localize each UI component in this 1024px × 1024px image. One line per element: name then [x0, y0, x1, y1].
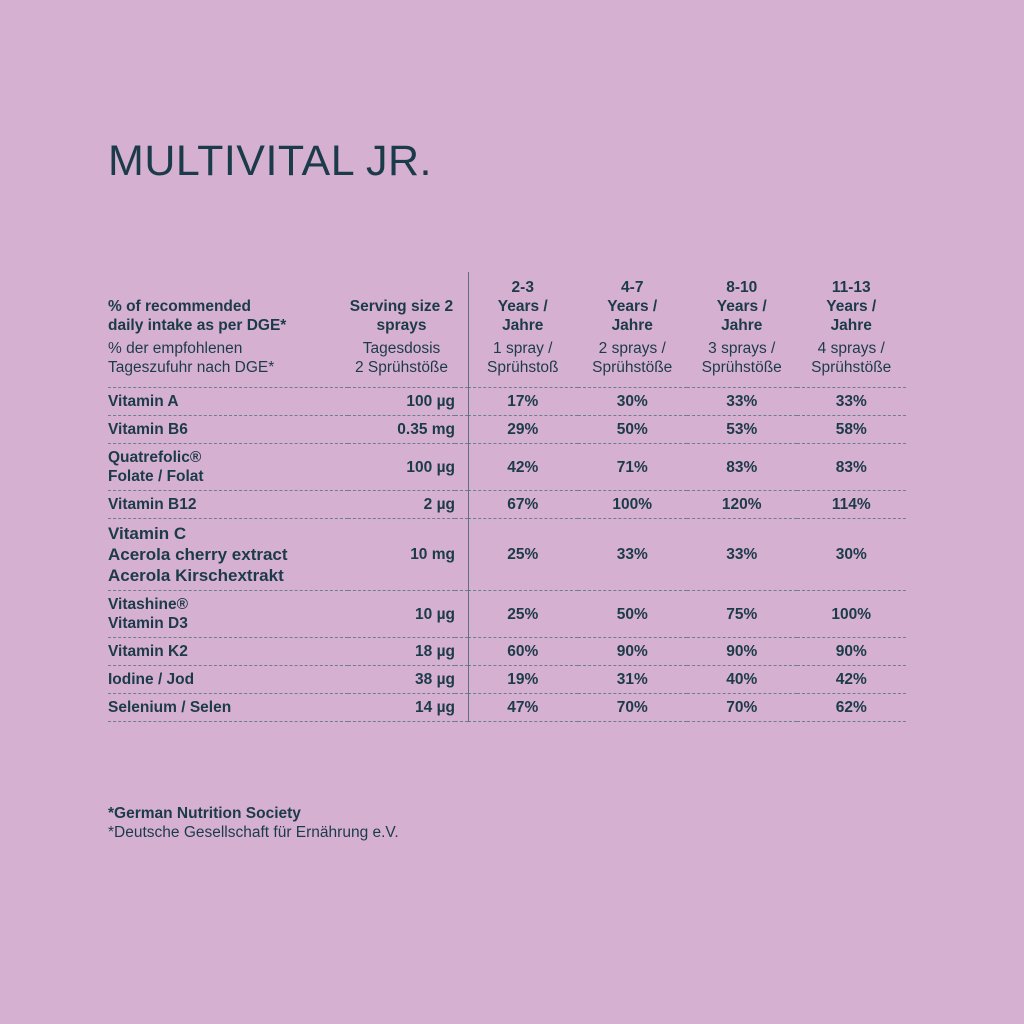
nutrient-name: Vitamin C Acerola cherry extract Acerola Kirschextrakt	[108, 519, 348, 591]
pct-8-10: 83%	[687, 444, 797, 491]
header-age-2-3: 2-3 Years / Jahre	[497, 279, 548, 334]
nutrient-name: Vitamin B6	[108, 416, 348, 444]
row-gap	[455, 666, 468, 694]
nutrient-name: Quatrefolic® Folate / Folat	[108, 444, 348, 491]
nutrition-table-wrapper	[108, 272, 906, 722]
pct-4-7: 90%	[578, 638, 688, 666]
header-age-4-7: 4-7 Years / Jahre	[607, 279, 658, 334]
footnote-de: *Deutsche Gesellschaft für Ernährung e.V.	[108, 824, 399, 841]
table-row	[108, 638, 906, 666]
table-row	[108, 444, 906, 491]
nutrient-name: Selenium / Selen	[108, 694, 348, 722]
nutrient-dose: 0.35 mg	[348, 416, 455, 444]
nutrient-dose: 38 µg	[348, 666, 455, 694]
pct-4-7: 50%	[578, 591, 688, 638]
table-row	[108, 416, 906, 444]
pct-4-7: 70%	[578, 694, 688, 722]
pct-8-10: 120%	[687, 491, 797, 519]
pct-2-3: 17%	[468, 388, 578, 416]
pct-8-10: 90%	[687, 638, 797, 666]
header-subrow	[108, 339, 906, 388]
nutrition-table	[108, 272, 906, 722]
pct-2-3: 29%	[468, 416, 578, 444]
footnote-en: *German Nutrition Society	[108, 805, 301, 822]
pct-8-10: 53%	[687, 416, 797, 444]
nutrient-dose: 100 µg	[348, 444, 455, 491]
pct-4-7: 50%	[578, 416, 688, 444]
pct-11-13: 30%	[797, 519, 907, 591]
pct-8-10: 75%	[687, 591, 797, 638]
header-sprays-4-7: 2 sprays / Sprühstöße	[592, 340, 673, 376]
nutrient-dose: 14 µg	[348, 694, 455, 722]
nutrient-dose: 2 µg	[348, 491, 455, 519]
pct-4-7: 31%	[578, 666, 688, 694]
header-age-11-13: 11-13 Years / Jahre	[826, 279, 877, 334]
table-row	[108, 694, 906, 722]
pct-2-3: 19%	[468, 666, 578, 694]
nutrient-name: Vitashine® Vitamin D3	[108, 591, 348, 638]
pct-11-13: 33%	[797, 388, 907, 416]
pct-8-10: 40%	[687, 666, 797, 694]
header-intake-de: % der empfohlenen Tageszufuhr nach DGE*	[108, 340, 275, 376]
pct-2-3: 60%	[468, 638, 578, 666]
row-gap	[455, 519, 468, 591]
header-age-8-10: 8-10 Years / Jahre	[716, 279, 767, 334]
table-row	[108, 519, 906, 591]
row-gap	[455, 638, 468, 666]
header-gap	[455, 339, 468, 388]
pct-11-13: 114%	[797, 491, 907, 519]
header-serving-de: Tagesdosis 2 Sprühstöße	[354, 340, 449, 376]
pct-2-3: 67%	[468, 491, 578, 519]
header-sprays-8-10: 3 sprays / Sprühstöße	[701, 340, 782, 376]
nutrient-name: Vitamin B12	[108, 491, 348, 519]
pct-11-13: 100%	[797, 591, 907, 638]
pct-11-13: 83%	[797, 444, 907, 491]
pct-11-13: 42%	[797, 666, 907, 694]
pct-8-10: 70%	[687, 694, 797, 722]
header-sprays-2-3: 1 spray / Sprühstoß	[486, 340, 559, 376]
column-divider	[468, 272, 469, 722]
row-gap	[455, 444, 468, 491]
pct-11-13: 62%	[797, 694, 907, 722]
table-row	[108, 388, 906, 416]
table-row	[108, 591, 906, 638]
pct-2-3: 25%	[468, 591, 578, 638]
nutrient-dose: 10 mg	[348, 519, 455, 591]
nutrient-name: Vitamin A	[108, 388, 348, 416]
row-gap	[455, 591, 468, 638]
row-gap	[455, 416, 468, 444]
pct-4-7: 30%	[578, 388, 688, 416]
row-gap	[455, 491, 468, 519]
row-gap	[455, 694, 468, 722]
pct-11-13: 58%	[797, 416, 907, 444]
pct-4-7: 33%	[578, 519, 688, 591]
pct-4-7: 100%	[578, 491, 688, 519]
pct-2-3: 47%	[468, 694, 578, 722]
pct-4-7: 71%	[578, 444, 688, 491]
nutrient-name: Vitamin K2	[108, 638, 348, 666]
footnote	[108, 804, 399, 842]
header-row	[108, 272, 906, 339]
pct-2-3: 42%	[468, 444, 578, 491]
nutrient-dose: 100 µg	[348, 388, 455, 416]
header-sprays-11-13: 4 sprays / Sprühstöße	[811, 340, 892, 376]
pct-11-13: 90%	[797, 638, 907, 666]
header-gap	[455, 272, 468, 339]
pct-2-3: 25%	[468, 519, 578, 591]
table-row	[108, 666, 906, 694]
header-intake-en: % of recommended daily intake as per DGE*	[108, 298, 287, 334]
nutrient-dose: 10 µg	[348, 591, 455, 638]
table-row	[108, 491, 906, 519]
row-gap	[455, 388, 468, 416]
nutrient-name: Iodine / Jod	[108, 666, 348, 694]
pct-8-10: 33%	[687, 519, 797, 591]
pct-8-10: 33%	[687, 388, 797, 416]
nutrient-dose: 18 µg	[348, 638, 455, 666]
header-serving-en: Serving size 2 sprays	[349, 298, 454, 334]
page-title: MULTIVITAL JR.	[108, 137, 432, 185]
